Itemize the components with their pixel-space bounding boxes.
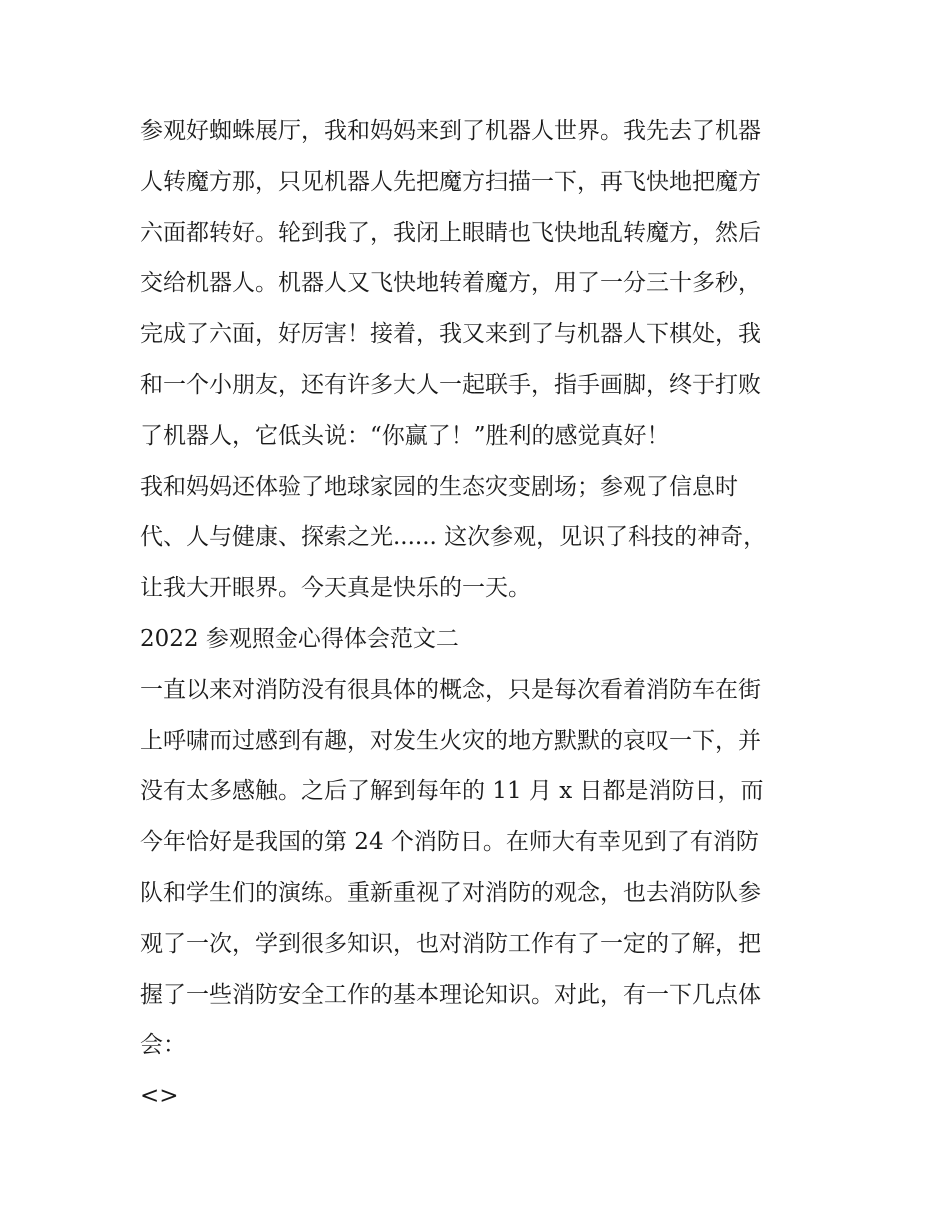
text-line: 今年恰好是我国的第 24 个消防日。在师大有幸见到了有消防 [140, 829, 759, 856]
text-line: 没有太多感触。之后了解到每年的 11 月 x 日都是消防日，而 [140, 778, 764, 805]
text-line: 队和学生们的演练。重新重视了对消防的观念，也去消防队参 [140, 879, 761, 906]
text-line: 观了一次，学到很多知识，也对消防工作有了一定的了解，把 [140, 930, 761, 957]
text-line: 六面都转好。轮到我了，我闭上眼睛也飞快地乱转魔方，然后 [140, 219, 761, 246]
text-line: 参观好蜘蛛展厅，我和妈妈来到了机器人世界。我先去了机器 [140, 118, 761, 144]
text-line: 完成了六面，好厉害！接着，我又来到了与机器人下棋处，我 [140, 321, 761, 348]
document-body [140, 106, 820, 1122]
text-line: 我和妈妈还体验了地球家园的生态灾变剧场；参观了信息时 [140, 473, 738, 500]
text-line: 让我大开眼界。今天真是快乐的一天。 [140, 575, 531, 602]
text-line: 人转魔方那，只见机器人先把魔方扫描一下，再飞快地把魔方 [140, 168, 761, 195]
text-line: 了机器人，它低头说：“你赢了！”胜利的感觉真好！ [140, 422, 670, 449]
text-line: 会： [140, 1032, 186, 1059]
text-line: 交给机器人。机器人又飞快地转着魔方，用了一分三十多秒， [140, 270, 761, 297]
text-line: 握了一些消防安全工作的基本理论知识。对此，有一下几点体 [140, 981, 761, 1008]
placeholder-marker: <> [140, 1083, 179, 1110]
section-heading: 2022 参观照金心得体会范文二 [140, 625, 459, 652]
text-line: 一直以来对消防没有很具体的概念，只是每次看着消防车在街 [140, 676, 761, 703]
text-line: 上呼啸而过感到有趣，对发生火灾的地方默默的哀叹一下，并 [140, 727, 761, 754]
text-line: 和一个小朋友，还有许多大人一起联手，指手画脚，终于打败 [140, 371, 761, 398]
text-line: 代、人与健康、探索之光...... 这次参观，见识了科技的神奇， [140, 524, 767, 551]
